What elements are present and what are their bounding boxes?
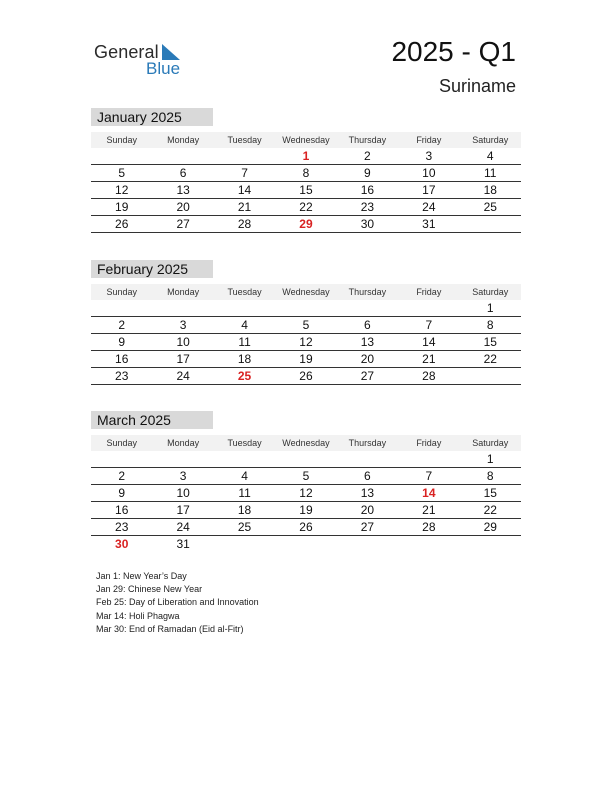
empty-day-cell: [214, 536, 275, 553]
day-cell: 19: [299, 503, 313, 517]
day-cell: 9: [118, 486, 126, 500]
weekday-label: Tuesday: [227, 287, 262, 297]
logo-general-text: General: [94, 42, 159, 62]
weekday-label: Wednesday: [282, 135, 330, 145]
week-row: [91, 468, 521, 485]
day-cell: 6: [179, 166, 187, 180]
weekday-label: Tuesday: [227, 438, 262, 448]
week-row: [91, 485, 521, 502]
day-cell: 2: [364, 149, 371, 163]
week-row: [91, 148, 521, 165]
day-cell: 27: [176, 217, 190, 231]
day-cell: 8: [486, 469, 494, 483]
week-row: [91, 199, 521, 216]
day-cell: 14: [422, 486, 436, 500]
day-cell: 8: [486, 318, 494, 332]
holiday-note: Feb 25: Day of Liberation and Innovation: [96, 597, 259, 608]
day-cell: 25: [237, 520, 252, 534]
day-cell: 3: [179, 318, 187, 332]
day-cell: 7: [241, 166, 248, 180]
day-cell: 23: [115, 520, 129, 534]
day-cell: 3: [425, 149, 433, 163]
week-row: [91, 351, 521, 368]
day-cell: 25: [237, 369, 252, 383]
day-cell: 2: [118, 318, 126, 332]
empty-day-cell: [152, 451, 213, 467]
day-cell: 17: [176, 352, 190, 366]
empty-day-cell: [275, 451, 336, 467]
day-cell: 9: [118, 335, 126, 349]
holiday-note: Mar 30: End of Ramadan (Eid al-Fitr): [96, 623, 244, 634]
day-cell: 13: [360, 486, 375, 500]
day-cell: 10: [422, 166, 436, 180]
day-cell: 26: [299, 520, 313, 534]
day-cell: 13: [360, 335, 375, 349]
weekday-header-row: [91, 132, 521, 148]
week-row: [91, 519, 521, 536]
holiday-note: Mar 14: Holi Phagwa: [96, 610, 180, 621]
day-cell: 24: [176, 520, 190, 534]
week-row: [91, 165, 521, 182]
weekday-label: Sunday: [106, 438, 137, 448]
day-cell: 15: [299, 183, 313, 197]
empty-day-cell: [398, 536, 459, 553]
day-cell: 1: [486, 452, 494, 466]
day-cell: 22: [483, 503, 497, 517]
holiday-notes: [96, 570, 259, 636]
weekday-label: Friday: [416, 135, 442, 145]
empty-day-cell: [152, 148, 213, 164]
day-cell: 12: [299, 335, 313, 349]
day-cell: 7: [425, 469, 433, 483]
empty-day-cell: [460, 536, 521, 553]
weekday-label: Friday: [416, 438, 442, 448]
weekday-label: Friday: [416, 287, 442, 297]
day-cell: 16: [115, 503, 129, 517]
weekday-label: Thursday: [348, 287, 387, 297]
day-cell: 14: [237, 183, 252, 197]
day-cell: 31: [176, 537, 190, 551]
week-row: [91, 216, 521, 233]
month-february: [91, 260, 521, 385]
empty-day-cell: [275, 536, 336, 553]
day-cell: 27: [360, 369, 375, 383]
week-row: [91, 502, 521, 519]
day-cell: 8: [302, 166, 310, 180]
day-cell: 23: [360, 200, 375, 214]
country-name: Suriname: [438, 76, 516, 96]
day-cell: 20: [360, 503, 375, 517]
day-cell: 4: [241, 318, 248, 332]
weekday-header-row: [91, 435, 521, 451]
day-cell: 22: [483, 352, 497, 366]
month-january: [91, 108, 521, 233]
day-cell: 20: [360, 352, 375, 366]
day-cell: 6: [364, 469, 371, 483]
weekday-label: Sunday: [106, 135, 137, 145]
week-row: [91, 334, 521, 351]
day-cell: 20: [176, 200, 190, 214]
day-cell: 28: [422, 520, 436, 534]
day-cell: 31: [422, 217, 436, 231]
day-cell: 25: [483, 200, 497, 214]
empty-day-cell: [91, 451, 152, 467]
day-cell: 1: [302, 149, 310, 163]
week-row: [91, 451, 521, 468]
day-cell: 30: [360, 217, 375, 231]
day-cell: 11: [238, 486, 251, 500]
empty-day-cell: [337, 451, 398, 467]
day-cell: 17: [422, 183, 436, 197]
day-cell: 21: [422, 352, 436, 366]
day-cell: 16: [360, 183, 375, 197]
day-cell: 4: [486, 149, 494, 163]
day-cell: 19: [115, 200, 129, 214]
day-cell: 29: [483, 520, 497, 534]
day-cell: 26: [299, 369, 313, 383]
quarter-title: 2025 - Q1: [391, 36, 516, 67]
week-row: [91, 536, 521, 553]
day-cell: 11: [484, 166, 497, 180]
day-cell: 9: [364, 166, 371, 180]
day-cell: 5: [118, 166, 126, 180]
weekday-label: Wednesday: [282, 287, 330, 297]
week-row: [91, 368, 521, 385]
day-cell: 27: [360, 520, 375, 534]
day-cell: 22: [299, 200, 313, 214]
weekday-label: Monday: [167, 135, 200, 145]
empty-day-cell: [275, 300, 336, 316]
day-cell: 12: [115, 183, 129, 197]
day-cell: 6: [364, 318, 371, 332]
day-cell: 16: [115, 352, 129, 366]
day-cell: 4: [241, 469, 248, 483]
day-cell: 17: [176, 503, 190, 517]
weekday-label: Sunday: [106, 287, 137, 297]
empty-day-cell: [398, 451, 459, 467]
empty-day-cell: [460, 216, 521, 232]
week-row: [91, 317, 521, 334]
day-cell: 5: [302, 318, 310, 332]
weekday-label: Wednesday: [282, 438, 330, 448]
logo: [94, 42, 204, 80]
weekday-label: Saturday: [472, 287, 509, 297]
day-cell: 15: [483, 486, 497, 500]
day-cell: 11: [238, 335, 251, 349]
weekday-label: Monday: [167, 287, 200, 297]
week-row: [91, 300, 521, 317]
day-cell: 30: [115, 537, 129, 551]
day-cell: 10: [176, 486, 190, 500]
weekday-label: Thursday: [348, 438, 387, 448]
empty-day-cell: [214, 451, 275, 467]
weekday-label: Monday: [167, 438, 200, 448]
day-cell: 21: [422, 503, 436, 517]
empty-day-cell: [214, 300, 275, 316]
day-cell: 13: [176, 183, 190, 197]
empty-day-cell: [398, 300, 459, 316]
day-cell: 5: [302, 469, 310, 483]
day-cell: 21: [237, 200, 252, 214]
month-name: January 2025: [91, 108, 213, 126]
day-cell: 12: [299, 486, 313, 500]
day-cell: 10: [176, 335, 190, 349]
month-name: February 2025: [91, 260, 213, 278]
holiday-note: Jan 1: New Year’s Day: [96, 571, 187, 581]
weekday-label: Tuesday: [227, 135, 262, 145]
day-cell: 7: [425, 318, 433, 332]
day-cell: 2: [118, 469, 126, 483]
empty-day-cell: [337, 536, 398, 553]
day-cell: 19: [299, 352, 313, 366]
empty-day-cell: [91, 300, 152, 316]
day-cell: 14: [422, 335, 436, 349]
empty-day-cell: [460, 368, 521, 384]
day-cell: 28: [422, 369, 436, 383]
day-cell: 3: [179, 469, 187, 483]
day-cell: 1: [486, 301, 494, 315]
empty-day-cell: [91, 148, 152, 164]
empty-day-cell: [214, 148, 275, 164]
weekday-header-row: [91, 284, 521, 300]
day-cell: 28: [237, 217, 252, 231]
week-row: [91, 182, 521, 199]
month-name: March 2025: [91, 411, 213, 429]
day-cell: 18: [237, 503, 252, 517]
weekday-label: Saturday: [472, 135, 509, 145]
empty-day-cell: [337, 300, 398, 316]
day-cell: 26: [115, 217, 129, 231]
day-cell: 29: [299, 217, 313, 231]
logo-blue-text: Blue: [146, 59, 181, 78]
day-cell: 23: [115, 369, 129, 383]
month-march: [91, 411, 521, 553]
day-cell: 18: [237, 352, 252, 366]
day-cell: 18: [483, 183, 497, 197]
day-cell: 24: [422, 200, 436, 214]
weekday-label: Thursday: [348, 135, 387, 145]
empty-day-cell: [152, 300, 213, 316]
holiday-note: Jan 29: Chinese New Year: [96, 584, 203, 595]
day-cell: 15: [483, 335, 497, 349]
weekday-label: Saturday: [472, 438, 509, 448]
day-cell: 24: [176, 369, 190, 383]
